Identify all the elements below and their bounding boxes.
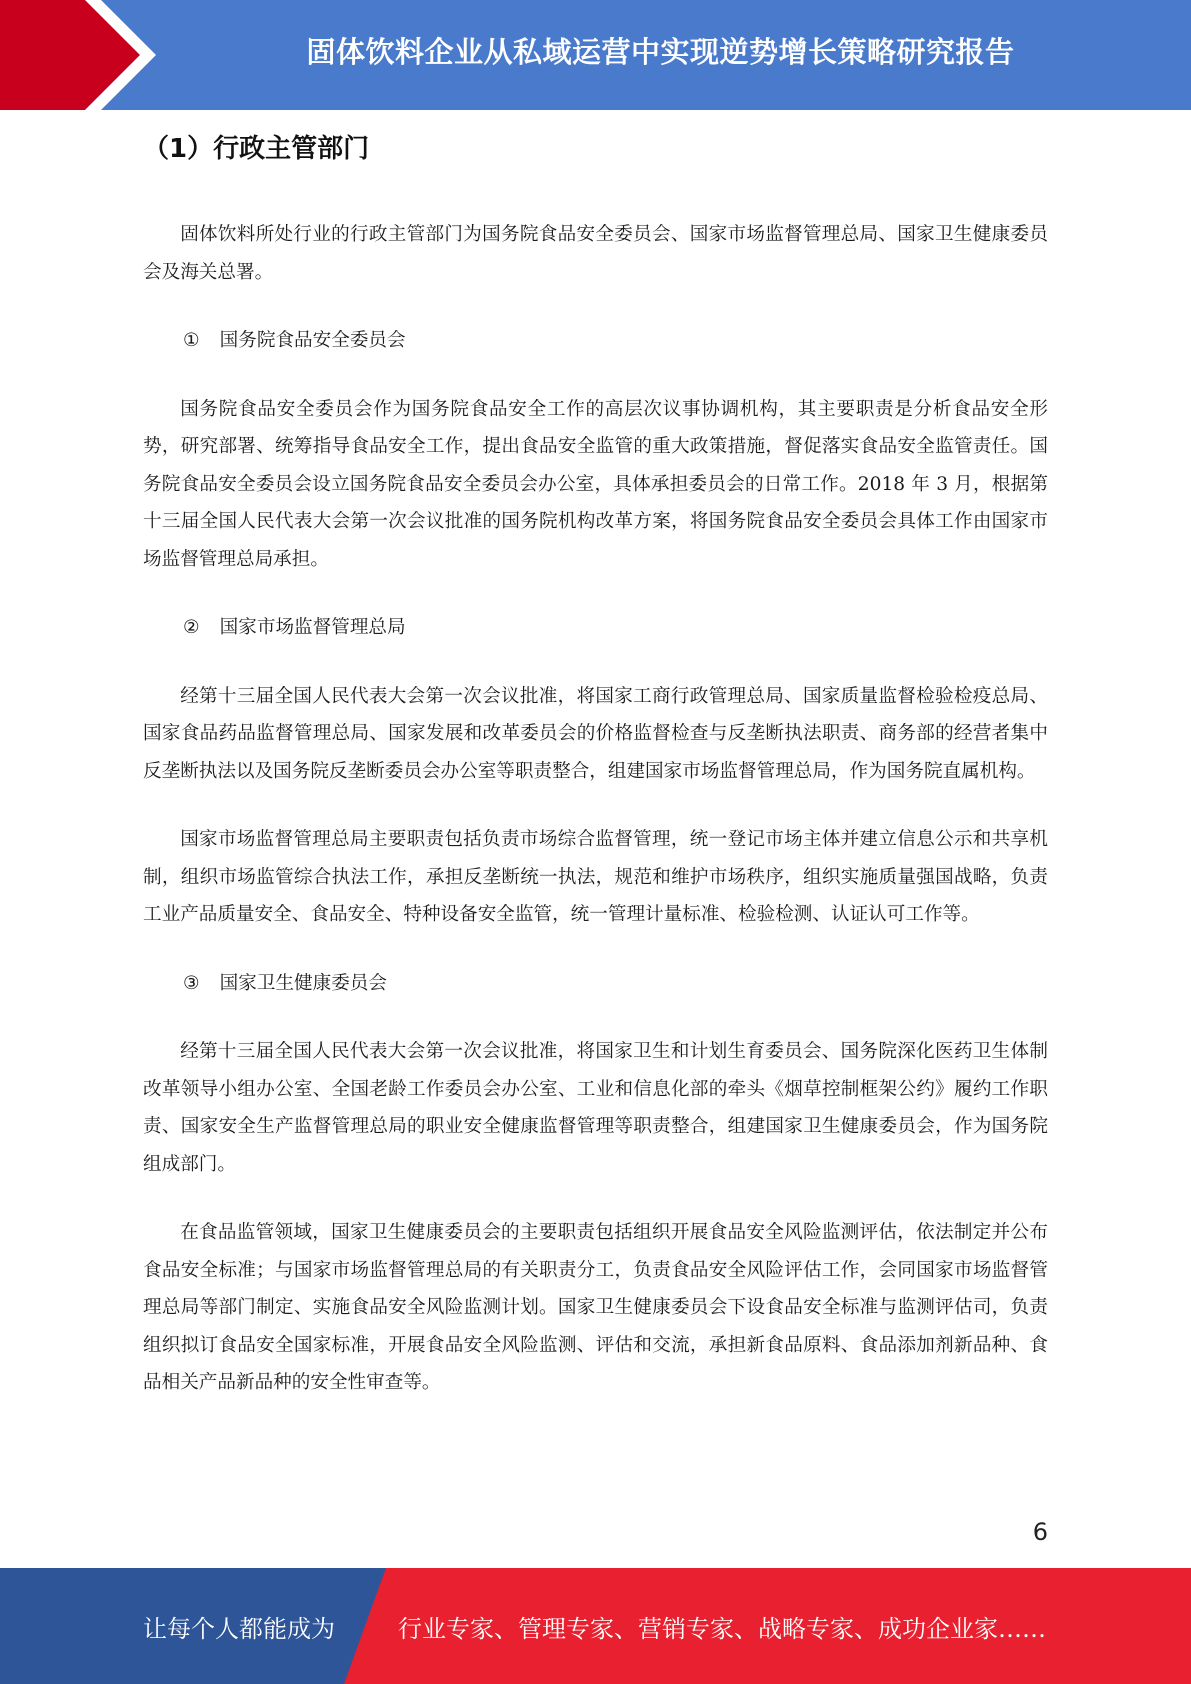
body-paragraph: 固体饮料所处行业的行政主管部门为国务院食品安全委员会、国家市场监督管理总局、国家卫生健康委员会及海关总署。 bbox=[143, 224, 1048, 283]
subsection-marker: ① bbox=[183, 330, 200, 351]
header-arrow-decoration bbox=[0, 0, 160, 110]
body-paragraph: 国家市场监督管理总局主要职责包括负责市场综合监督管理，统一登记市场主体并建立信息公示和共享机制，组织市场监管综合执法工作，承担反垄断统一执法，规范和维护市场秩序，组织实施质量强国战略，负责工业产品质量安全、食品安全、特种设备安全监管，统一管理计量标准、检验检测、认证认可工作等。 bbox=[143, 829, 1048, 925]
page-footer bbox=[0, 1568, 1191, 1684]
subsection-heading bbox=[143, 609, 1048, 647]
subsection-heading bbox=[143, 965, 1048, 1003]
subsection-marker: ② bbox=[183, 617, 200, 638]
document-title: 固体饮料企业从私域运营中实现逆势增长策略研究报告 bbox=[306, 34, 1015, 69]
subsection-marker: ③ bbox=[183, 972, 200, 994]
body-paragraph: 在食品监管领域，国家卫生健康委员会的主要职责包括组织开展食品安全风险监测评估，依法制定并公布食品安全标准；与国家市场监督管理总局的有关职责分工，负责食品安全风险评估工作，会同国家市场监督管理总局等部门制定、实施食品安全风险监测计划。国家卫生健康委员会下设食品安全标准与监测评估司，负责组织拟订食品安全国家标准，开展食品安全风险监测、评估和交流，承担新食品原料、食品添加剂新品种、食品相关产品新品种的安全性审查等。 bbox=[143, 1222, 1048, 1393]
document-body bbox=[143, 128, 1048, 1433]
content-blocks bbox=[143, 216, 1048, 1402]
body-paragraph: 经第十三届全国人民代表大会第一次会议批准，将国家卫生和计划生育委员会、国务院深化医药卫生体制改革领导小组办公室、全国老龄工作委员会办公室、工业和信息化部的牵头《烟草控制框架公约》履约工作职责、国家安全生产监督管理总局的职业安全健康监督管理等职责整合，组建国家卫生健康委员会，作为国务院组成部门。 bbox=[143, 1041, 1048, 1175]
subsection-title: 国务院食品安全委员会 bbox=[219, 330, 406, 351]
section-heading: （1）行政主管部门 bbox=[143, 134, 370, 164]
subsection-heading bbox=[143, 322, 1048, 360]
subsection-title: 国家卫生健康委员会 bbox=[219, 972, 388, 994]
body-paragraph: 国务院食品安全委员会作为国务院食品安全工作的高层次议事协调机构，其主要职责是分析食品安全形势，研究部署、统筹指导食品安全工作，提出食品安全监管的重大政策措施，督促落实食品安全监管责任。国务院食品安全委员会设立国务院食品安全委员会办公室，具体承担委员会的日常工作。2018 年 3 月，根据第十三届全国人民代表大会第一次会议批准的国务院机构改革方案，将国务院食品安全委员会具体工作由国家市场监督管理总局承担。 bbox=[143, 398, 1048, 570]
body-paragraph: 经第十三届全国人民代表大会第一次会议批准，将国家工商行政管理总局、国家质量监督检验检疫总局、国家食品药品监督管理总局、国家发展和改革委员会的价格监督检查与反垄断执法职责、商务部的经营者集中反垄断执法以及国务院反垄断委员会办公室等职责整合，组建国家市场监督管理总局，作为国务院直属机构。 bbox=[143, 685, 1048, 782]
footer-slogan-right: 行业专家、管理专家、营销专家、战略专家、成功企业家…… bbox=[398, 1614, 1046, 1643]
subsection-title: 国家市场监督管理总局 bbox=[219, 617, 406, 638]
page-number: 6 bbox=[1032, 1518, 1048, 1546]
footer-slogan-left: 让每个人都能成为 bbox=[143, 1614, 335, 1643]
page-header bbox=[0, 0, 1191, 110]
